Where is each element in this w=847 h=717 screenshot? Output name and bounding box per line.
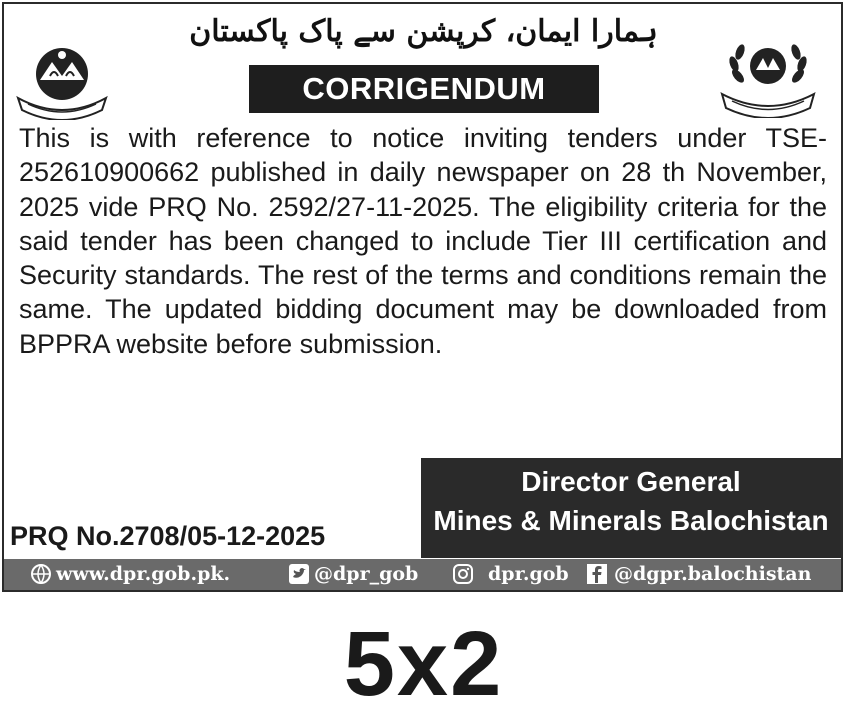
prq-number: PRQ No.2708/05-12-2025 <box>10 521 326 551</box>
facebook-handle[interactable]: @dgpr.balochistan <box>614 563 812 585</box>
facebook-icon <box>586 563 608 585</box>
dgpr-emblem-icon <box>716 38 820 118</box>
website-link[interactable]: www.dpr.gob.pk. <box>56 563 231 585</box>
balochistan-emblem-icon <box>14 40 110 120</box>
instagram-icon <box>452 563 474 585</box>
urdu-slogan: ہمارا ایمان، کرپشن سے پاک پاکستان <box>189 14 658 49</box>
notice-body: This is with reference to notice inviting tenders under TSE-252610900662 published in daily newspaper on 28 th November, 2025 vide PRQ No. 2592/27-11-2025. The eligibility criteria for the said tender has been changed to include Tier III certification and Security standards. The rest of the terms and conditions remain the same. The updated bidding document may be downloaded from BPPRA website before submission. <box>19 123 827 359</box>
ad-size-label: 5x2 <box>343 613 504 715</box>
signatory-title: Director General <box>521 466 741 497</box>
signatory-department: Mines & Minerals Balochistan <box>433 505 829 536</box>
corrigendum-title: CORRIGENDUM <box>249 65 599 113</box>
twitter-handle[interactable]: @dpr_gob <box>314 563 419 585</box>
instagram-handle[interactable]: dpr.gob <box>488 563 569 585</box>
globe-icon <box>30 563 52 585</box>
twitter-icon <box>288 563 310 585</box>
signature-block <box>421 458 841 558</box>
footer-bar <box>4 559 841 590</box>
